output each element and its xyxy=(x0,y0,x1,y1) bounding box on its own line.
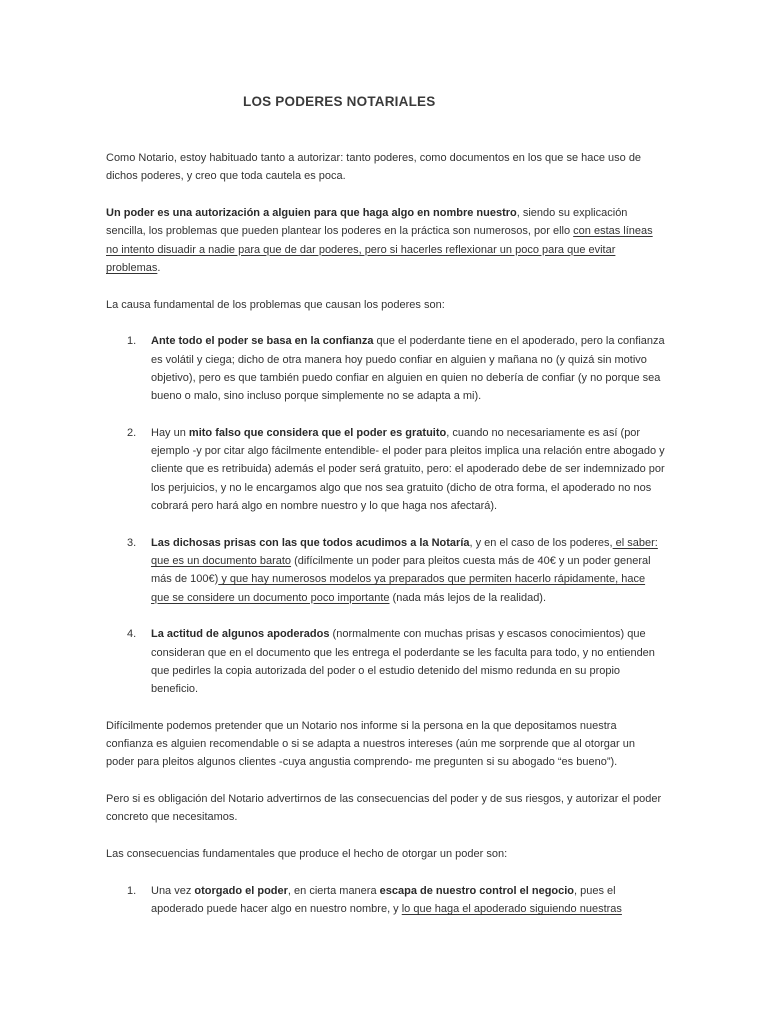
cause-bold: Ante todo el poder se basa en la confianza xyxy=(151,335,374,348)
definition-underlined: con estas líneas no intento disuadir a nadie para que de dar poderes, pero si hacerles reflexionar un poco para que evitar problemas xyxy=(106,225,653,274)
consequence-bold: escapa de nuestro control el negocio xyxy=(379,884,575,897)
list-number: 3. xyxy=(127,536,137,549)
cause-underlined: el saber: que es un documento barato xyxy=(151,536,658,567)
definition-bold: Un poder es una autorización a alguien para que haga algo en nombre nuestro xyxy=(106,206,517,219)
cause-item-3 xyxy=(106,534,666,607)
cause-text: , y en el caso de los poderes, xyxy=(469,536,613,549)
document-title: LOS PODERES NOTARIALES xyxy=(243,94,436,109)
cause-text: que el poderdante tiene en el apoderado, pero la confianza es volátil y ciega; dicho de otra manera hoy puedo confiar en alguien y mañana no (y quizá sin motivo objetivo), pero es que también puedo confiar en alguien en quien no debería de confiar (y no porque sea bueno o malo, sino incluso porque simplemente no se adapta a mi). xyxy=(151,335,665,403)
document-body xyxy=(106,149,666,937)
consequence-mid: , en cierta manera xyxy=(287,884,380,897)
list-number: 1. xyxy=(127,335,137,348)
consequences-list xyxy=(106,882,666,919)
consequences-intro: Las consecuencias fundamentales que produce el hecho de otorgar un poder son: xyxy=(106,848,508,861)
consequence-bold: otorgado el poder xyxy=(194,884,288,897)
causes-intro: La causa fundamental de los problemas que causan los poderes son: xyxy=(106,298,445,311)
definition-paragraph xyxy=(106,204,666,277)
list-number: 2. xyxy=(127,426,137,439)
list-number: 1. xyxy=(127,884,137,897)
consequence-text: , pues el apoderado puede hacer algo en nuestro nombre, y xyxy=(151,884,616,916)
cause-pre: Hay un xyxy=(151,426,189,439)
cause-bold: mito falso que considera que el poder es gratuito xyxy=(188,426,447,439)
intro-paragraph: Como Notario, estoy habituado tanto a autorizar: tanto poderes, como documentos en los que se hace uso de dichos poderes, y creo que toda cautela es poca. xyxy=(106,152,642,183)
definition-text: , siendo su explicación sencilla, los problemas que pueden plantear los poderes en la práctica son numerosos, por ello xyxy=(106,206,628,238)
cause-bold: Las dichosas prisas con las que todos acudimos a la Notaría xyxy=(151,536,470,549)
obligation-paragraph: Pero si es obligación del Notario advertirnos de las consecuencias del poder y de sus riesgos, y autorizar el poder concreto que necesitamos. xyxy=(106,793,662,824)
cause-item-4 xyxy=(106,625,666,698)
consequence-item-1 xyxy=(106,882,666,919)
cause-text: (normalmente con muchas prisas y escasos conocimientos) que consideran que en el documento que les entrega el poderdante se les faculta para todo, y no entienden que pedirles la copia autorizada del poder o el estudio detenido del mismo redunda en su propio beneficio. xyxy=(151,628,655,696)
cause-item-1 xyxy=(106,332,666,405)
definition-end: . xyxy=(157,261,161,274)
list-number: 4. xyxy=(127,628,137,641)
cause-item-2 xyxy=(106,424,666,515)
causes-list xyxy=(106,332,666,698)
consequence-pre: Una vez xyxy=(151,884,195,897)
cause-bold: La actitud de algunos apoderados xyxy=(151,628,330,641)
cause-text: (difícilmente un poder para pleitos cuesta más de 40€ y un poder general más de 100€) xyxy=(151,555,651,586)
cause-underlined: y que hay numerosos modelos ya preparados que permiten hacerlo rápidamente, hace que se considere un documento poco importante xyxy=(151,573,646,604)
cause-text: (nada más lejos de la realidad). xyxy=(389,591,547,604)
consequence-underlined: lo que haga el apoderado siguiendo nuestras xyxy=(401,903,622,916)
difficult-paragraph: Difícilmente podemos pretender que un Notario nos informe si la persona en la que depositamos nuestra confianza es alguien recomendable o si se adapta a nuestros intereses (aún me sorprende que al otorgar un poder para pleitos algunos clientes -cuya angustia comprendo- me pregunten si su abogado “es bueno”). xyxy=(106,719,635,769)
cause-text: , cuando no necesariamente es así (por ejemplo -y por citar algo fácilmente entendible- el poder para pleitos implica una relación entre abogado y cliente que es retribuida) además el poder será gratuito, pero: el apoderado debe de ser indemnizado por los perjuicios, y no le encargamos algo que nos sea gratuito (dicho de otra forma, el apoderado no nos cobrará pero hará algo en nombre nuestro y lo que haga nos afectará). xyxy=(151,426,665,513)
